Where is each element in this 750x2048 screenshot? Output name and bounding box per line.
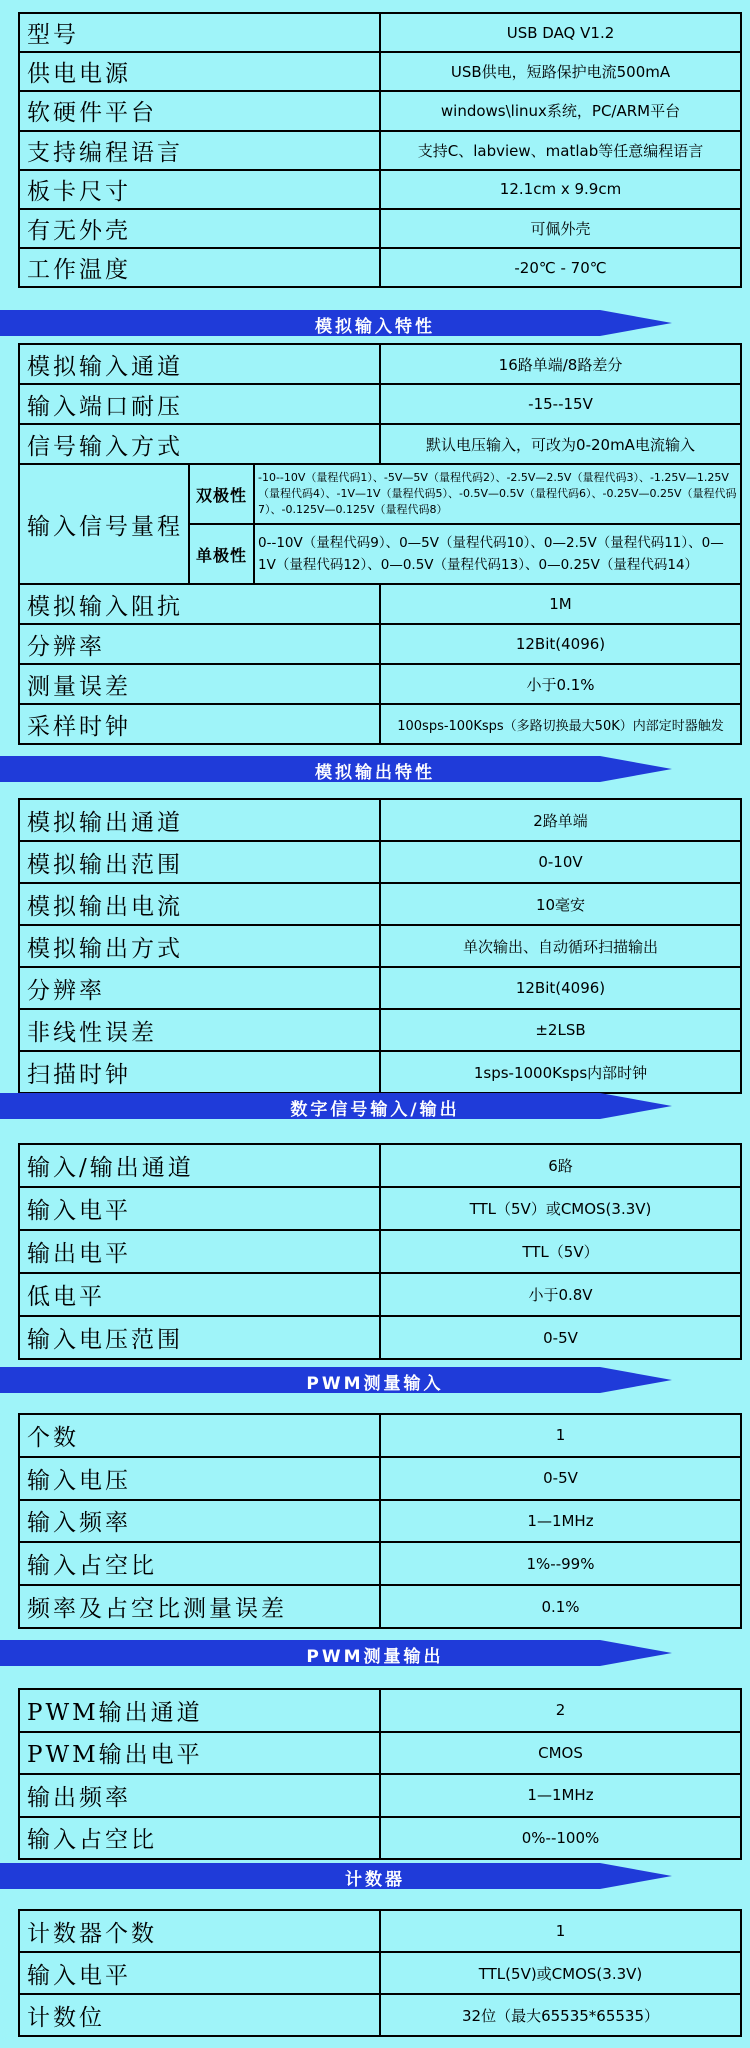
spec-label: 模拟输出范围 [19,841,380,883]
section-header-pwm-output [0,1640,750,1666]
table-row [19,704,741,744]
table-row [19,131,741,170]
spec-label: 输入电平 [19,1952,380,1994]
table-row [19,209,741,248]
spec-label: 有无外壳 [19,209,380,248]
spec-value: 1M [380,584,741,624]
spec-value: 2 [380,1689,741,1732]
spec-label: 测量误差 [19,664,380,704]
spec-value: 1—1MHz [380,1774,741,1817]
table-row [19,925,741,967]
table-row [19,1144,741,1187]
section-title: PWM测量输出 [306,1647,444,1667]
table-row [19,1585,741,1628]
table-row [19,1994,741,2036]
table-row [19,1542,741,1585]
spec-label: 频率及占空比测量误差 [19,1585,380,1628]
table-row [19,52,741,91]
spec-label: 模拟输入通道 [19,344,380,384]
spec-label: PWM输出电平 [19,1732,380,1775]
table-row [19,344,741,384]
pwm-output-table [18,1688,742,1860]
spec-label: 模拟输出方式 [19,925,380,967]
table-row [19,799,741,841]
spec-label: 输入占空比 [19,1542,380,1585]
analog-input-table [18,343,742,745]
spec-value: 0-5V [380,1457,741,1500]
spec-label: 软硬件平台 [19,91,380,130]
table-row [19,1952,741,1994]
spec-label: 计数位 [19,1994,380,2036]
table-row [19,1316,741,1359]
spec-label: 输出频率 [19,1774,380,1817]
spec-label: 输入频率 [19,1500,380,1543]
spec-label: 输入/输出通道 [19,1144,380,1187]
spec-value: windows\linux系统，PC/ARM平台 [380,91,741,130]
table-row [19,1009,741,1051]
spec-label: 输出电平 [19,1230,380,1273]
spec-value: 16路单端/8路差分 [380,344,741,384]
bipolar-label: 双极性 [189,464,254,524]
unipolar-label: 单极性 [189,524,254,584]
spec-value: 支持C、labview、matlab等任意编程语言 [380,131,741,170]
section-title: 计数器 [345,1870,405,1890]
table-row [19,967,741,1009]
spec-value: CMOS [380,1732,741,1775]
section-title: 模拟输入特性 [315,317,435,337]
spec-label: 板卡尺寸 [19,170,380,209]
spec-value: 默认电压输入，可改为0-20mA电流输入 [380,424,741,464]
table-row [19,1273,741,1316]
spec-value: TTL（5V）或CMOS(3.3V) [380,1187,741,1230]
spec-value: 0.1% [380,1585,741,1628]
spec-value: 0-10V [380,841,741,883]
spec-value: 1sps-1000Ksps内部时钟 [380,1051,741,1093]
table-row [19,1457,741,1500]
spec-label: 模拟输入阻抗 [19,584,380,624]
spec-value: 100sps-100Ksps（多路切换最大50K）内部定时器触发 [380,704,741,744]
spec-label: 工作温度 [19,248,380,287]
spec-value: USB供电，短路保护电流500mA [380,52,741,91]
table-row [19,1051,741,1093]
table-row [19,1230,741,1273]
digital-io-table [18,1143,742,1360]
pwm-input-table [18,1413,742,1629]
section-header-digital-io [0,1093,750,1119]
table-row [19,1910,741,1952]
spec-value: 12Bit(4096) [380,967,741,1009]
spec-value: USB DAQ V1.2 [380,13,741,52]
spec-value: 可佩外壳 [380,209,741,248]
spec-label: 输入端口耐压 [19,384,380,424]
table-row [19,1689,741,1732]
spec-label: 输入电平 [19,1187,380,1230]
section-title: 数字信号输入/输出 [290,1100,460,1120]
spec-value: 1 [380,1910,741,1952]
section-header-analog-input [0,310,750,336]
spec-value: 0%--100% [380,1817,741,1860]
section-title: PWM测量输入 [306,1374,444,1394]
spec-label: 模拟输出电流 [19,883,380,925]
table-row [19,1732,741,1775]
spec-label: 计数器个数 [19,1910,380,1952]
spec-label: 信号输入方式 [19,424,380,464]
table-row [19,464,741,524]
spec-value: 12Bit(4096) [380,624,741,664]
spec-value: 1—1MHz [380,1500,741,1543]
spec-label: 低电平 [19,1273,380,1316]
table-row [19,584,741,624]
spec-label: 输入占空比 [19,1817,380,1860]
table-row [19,624,741,664]
spec-label: 输入电压 [19,1457,380,1500]
spec-label: 支持编程语言 [19,131,380,170]
spec-label: 型号 [19,13,380,52]
table-row [19,248,741,287]
spec-label: 供电电源 [19,52,380,91]
spec-value: TTL(5V)或CMOS(3.3V) [380,1952,741,1994]
table-row [19,841,741,883]
table-row [19,664,741,704]
spec-value: 单次输出、自动循环扫描输出 [380,925,741,967]
spec-value: 0-5V [380,1316,741,1359]
spec-value: 10毫安 [380,883,741,925]
analog-output-table [18,798,742,1094]
spec-value: 2路单端 [380,799,741,841]
counter-table [18,1909,742,2037]
table-row [19,13,741,52]
general-spec-table [18,12,742,288]
table-row [19,1817,741,1860]
table-row [19,170,741,209]
table-row [19,384,741,424]
spec-value: -15--15V [380,384,741,424]
spec-label: 分辨率 [19,624,380,664]
table-row [19,883,741,925]
spec-value: 小于0.1% [380,664,741,704]
spec-label: 模拟输出通道 [19,799,380,841]
spec-value: 1 [380,1414,741,1457]
spec-label: 分辨率 [19,967,380,1009]
section-header-counter [0,1863,750,1889]
section-header-pwm-input [0,1367,750,1393]
spec-label: 个数 [19,1414,380,1457]
table-row [19,1414,741,1457]
spec-value: 12.1cm x 9.9cm [380,170,741,209]
spec-value: ±2LSB [380,1009,741,1051]
spec-value: 小于0.8V [380,1273,741,1316]
spec-label: 采样时钟 [19,704,380,744]
table-row [19,1187,741,1230]
spec-value: -20℃ - 70℃ [380,248,741,287]
spec-label: 扫描时钟 [19,1051,380,1093]
input-range-label: 输入信号量程 [19,464,189,584]
spec-value: 32位（最大65535*65535） [380,1994,741,2036]
spec-label: 输入电压范围 [19,1316,380,1359]
bipolar-ranges: -10--10V（量程代码1）、-5V—5V（量程代码2）、-2.5V—2.5V（量程代码3）、-1.25V—1.25V（量程代码4）、-1V—1V（量程代码5）、-0.5V—0.5V（量程代码6）、-0.25V—0.25V（量程代码7）、-0.125V—0.125V（量程代码8） [254,464,741,524]
table-row [19,424,741,464]
spec-value: 1%--99% [380,1542,741,1585]
spec-value: 6路 [380,1144,741,1187]
unipolar-ranges: 0--10V（量程代码9）、0—5V（量程代码10）、0—2.5V（量程代码11）、0—1V（量程代码12）、0—0.5V（量程代码13）、0—0.25V（量程代码14） [254,524,741,584]
section-header-analog-output [0,756,750,782]
spec-label: PWM输出通道 [19,1689,380,1732]
table-row [19,1774,741,1817]
section-title: 模拟输出特性 [315,763,435,783]
table-row [19,1500,741,1543]
table-row [19,91,741,130]
spec-label: 非线性误差 [19,1009,380,1051]
spec-value: TTL（5V） [380,1230,741,1273]
